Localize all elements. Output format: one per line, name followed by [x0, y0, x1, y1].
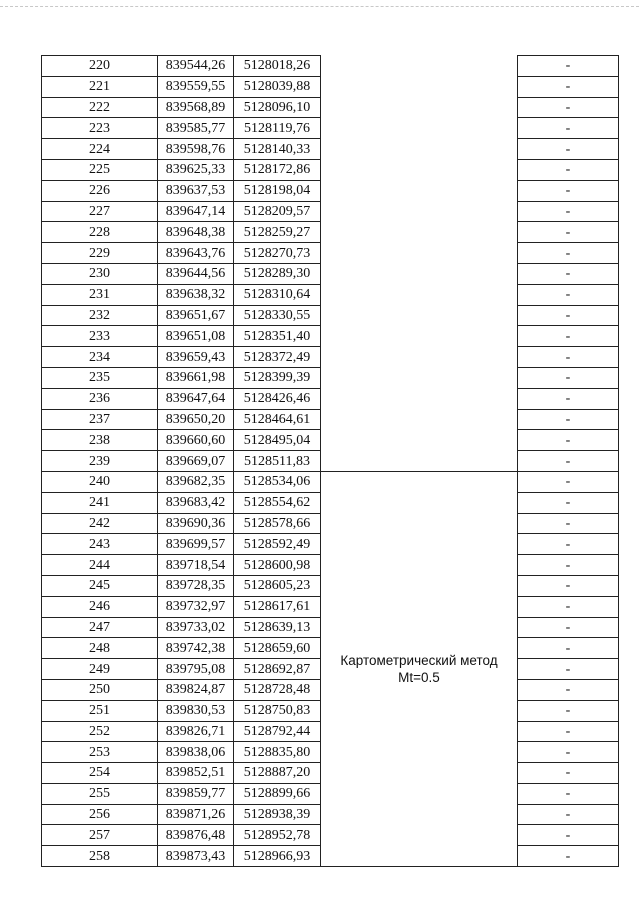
dash-cell: -: [518, 679, 619, 700]
y-coordinate-cell: 5128592,49: [234, 534, 321, 555]
dash-cell: -: [518, 534, 619, 555]
dash-cell: -: [518, 159, 619, 180]
y-coordinate-cell: 5128639,13: [234, 617, 321, 638]
point-number-cell: 244: [42, 555, 158, 576]
point-number-cell: 239: [42, 451, 158, 472]
point-number-cell: 234: [42, 347, 158, 368]
y-coordinate-cell: 5128372,49: [234, 347, 321, 368]
x-coordinate-cell: 839651,67: [158, 305, 234, 326]
y-coordinate-cell: 5128399,39: [234, 367, 321, 388]
x-coordinate-cell: 839544,26: [158, 56, 234, 77]
x-coordinate-cell: 839660,60: [158, 430, 234, 451]
dash-cell: -: [518, 284, 619, 305]
y-coordinate-cell: 5128750,83: [234, 700, 321, 721]
dash-cell: -: [518, 243, 619, 264]
coordinates-table: [41, 55, 619, 867]
coordinates-table-body: [42, 56, 619, 867]
dash-cell: -: [518, 451, 619, 472]
point-number-cell: 220: [42, 56, 158, 77]
x-coordinate-cell: 839830,53: [158, 700, 234, 721]
dash-cell: -: [518, 763, 619, 784]
y-coordinate-cell: 5128605,23: [234, 575, 321, 596]
dash-cell: -: [518, 659, 619, 680]
dash-cell: -: [518, 326, 619, 347]
dash-cell: -: [518, 201, 619, 222]
method-accuracy: Mt=0.5: [398, 670, 440, 685]
point-number-cell: 227: [42, 201, 158, 222]
y-coordinate-cell: 5128578,66: [234, 513, 321, 534]
x-coordinate-cell: 839644,56: [158, 263, 234, 284]
point-number-cell: 232: [42, 305, 158, 326]
y-coordinate-cell: 5128835,80: [234, 742, 321, 763]
dash-cell: -: [518, 263, 619, 284]
dash-cell: -: [518, 742, 619, 763]
dash-cell: -: [518, 617, 619, 638]
x-coordinate-cell: 839650,20: [158, 409, 234, 430]
dash-cell: -: [518, 555, 619, 576]
dash-cell: -: [518, 492, 619, 513]
y-coordinate-cell: 5128728,48: [234, 679, 321, 700]
dash-cell: -: [518, 347, 619, 368]
x-coordinate-cell: 839852,51: [158, 763, 234, 784]
y-coordinate-cell: 5128495,04: [234, 430, 321, 451]
x-coordinate-cell: 839871,26: [158, 804, 234, 825]
point-number-cell: 223: [42, 118, 158, 139]
dash-cell: -: [518, 783, 619, 804]
point-number-cell: 256: [42, 804, 158, 825]
point-number-cell: 255: [42, 783, 158, 804]
dash-cell: -: [518, 638, 619, 659]
x-coordinate-cell: 839559,55: [158, 76, 234, 97]
y-coordinate-cell: 5128554,62: [234, 492, 321, 513]
x-coordinate-cell: 839683,42: [158, 492, 234, 513]
y-coordinate-cell: 5128289,30: [234, 263, 321, 284]
dash-cell: -: [518, 513, 619, 534]
y-coordinate-cell: 5128351,40: [234, 326, 321, 347]
dash-cell: -: [518, 56, 619, 77]
point-number-cell: 238: [42, 430, 158, 451]
y-coordinate-cell: 5128270,73: [234, 243, 321, 264]
x-coordinate-cell: 839625,33: [158, 159, 234, 180]
dash-cell: -: [518, 825, 619, 846]
table-row: [42, 56, 619, 77]
point-number-cell: 226: [42, 180, 158, 201]
y-coordinate-cell: 5128600,98: [234, 555, 321, 576]
x-coordinate-cell: 839699,57: [158, 534, 234, 555]
x-coordinate-cell: 839728,35: [158, 575, 234, 596]
x-coordinate-cell: 839838,06: [158, 742, 234, 763]
point-number-cell: 229: [42, 243, 158, 264]
dash-cell: -: [518, 118, 619, 139]
x-coordinate-cell: 839643,76: [158, 243, 234, 264]
x-coordinate-cell: 839690,36: [158, 513, 234, 534]
y-coordinate-cell: 5128952,78: [234, 825, 321, 846]
y-coordinate-cell: 5128209,57: [234, 201, 321, 222]
x-coordinate-cell: 839718,54: [158, 555, 234, 576]
point-number-cell: 233: [42, 326, 158, 347]
x-coordinate-cell: 839598,76: [158, 139, 234, 160]
point-number-cell: 257: [42, 825, 158, 846]
dash-cell: -: [518, 575, 619, 596]
point-number-cell: 228: [42, 222, 158, 243]
point-number-cell: 236: [42, 388, 158, 409]
dash-cell: -: [518, 846, 619, 867]
point-number-cell: 235: [42, 367, 158, 388]
y-coordinate-cell: 5128018,26: [234, 56, 321, 77]
dash-cell: -: [518, 471, 619, 492]
method-name: Картометрический метод: [340, 653, 498, 668]
y-coordinate-cell: 5128966,93: [234, 846, 321, 867]
x-coordinate-cell: 839826,71: [158, 721, 234, 742]
y-coordinate-cell: 5128039,88: [234, 76, 321, 97]
point-number-cell: 224: [42, 139, 158, 160]
dash-cell: -: [518, 804, 619, 825]
dash-cell: -: [518, 409, 619, 430]
y-coordinate-cell: 5128426,46: [234, 388, 321, 409]
dash-cell: -: [518, 596, 619, 617]
dash-cell: -: [518, 222, 619, 243]
y-coordinate-cell: 5128534,06: [234, 471, 321, 492]
y-coordinate-cell: 5128096,10: [234, 97, 321, 118]
point-number-cell: 237: [42, 409, 158, 430]
x-coordinate-cell: 839568,89: [158, 97, 234, 118]
x-coordinate-cell: 839732,97: [158, 596, 234, 617]
scan-top-edge: [0, 6, 639, 8]
dash-cell: -: [518, 721, 619, 742]
dash-cell: -: [518, 180, 619, 201]
x-coordinate-cell: 839733,02: [158, 617, 234, 638]
x-coordinate-cell: 839873,43: [158, 846, 234, 867]
dash-cell: -: [518, 388, 619, 409]
point-number-cell: 253: [42, 742, 158, 763]
point-number-cell: 231: [42, 284, 158, 305]
point-number-cell: 241: [42, 492, 158, 513]
dash-cell: -: [518, 305, 619, 326]
x-coordinate-cell: 839859,77: [158, 783, 234, 804]
table-row: [42, 471, 619, 492]
x-coordinate-cell: 839637,53: [158, 180, 234, 201]
y-coordinate-cell: 5128659,60: [234, 638, 321, 659]
point-number-cell: 221: [42, 76, 158, 97]
y-coordinate-cell: 5128464,61: [234, 409, 321, 430]
x-coordinate-cell: 839585,77: [158, 118, 234, 139]
point-number-cell: 230: [42, 263, 158, 284]
y-coordinate-cell: 5128119,76: [234, 118, 321, 139]
y-coordinate-cell: 5128511,83: [234, 451, 321, 472]
point-number-cell: 247: [42, 617, 158, 638]
x-coordinate-cell: 839651,08: [158, 326, 234, 347]
x-coordinate-cell: 839647,14: [158, 201, 234, 222]
point-number-cell: 240: [42, 471, 158, 492]
point-number-cell: 248: [42, 638, 158, 659]
x-coordinate-cell: 839795,08: [158, 659, 234, 680]
y-coordinate-cell: 5128172,86: [234, 159, 321, 180]
y-coordinate-cell: 5128792,44: [234, 721, 321, 742]
point-number-cell: 250: [42, 679, 158, 700]
dash-cell: -: [518, 139, 619, 160]
method-cell: [321, 471, 518, 866]
y-coordinate-cell: 5128330,55: [234, 305, 321, 326]
x-coordinate-cell: 839638,32: [158, 284, 234, 305]
point-number-cell: 245: [42, 575, 158, 596]
dash-cell: -: [518, 97, 619, 118]
y-coordinate-cell: 5128899,66: [234, 783, 321, 804]
x-coordinate-cell: 839659,43: [158, 347, 234, 368]
dash-cell: -: [518, 367, 619, 388]
point-number-cell: 249: [42, 659, 158, 680]
y-coordinate-cell: 5128938,39: [234, 804, 321, 825]
dash-cell: -: [518, 76, 619, 97]
point-number-cell: 251: [42, 700, 158, 721]
point-number-cell: 242: [42, 513, 158, 534]
dash-cell: -: [518, 430, 619, 451]
y-coordinate-cell: 5128140,33: [234, 139, 321, 160]
point-number-cell: 254: [42, 763, 158, 784]
y-coordinate-cell: 5128198,04: [234, 180, 321, 201]
y-coordinate-cell: 5128310,64: [234, 284, 321, 305]
method-cell-empty: [321, 56, 518, 472]
point-number-cell: 222: [42, 97, 158, 118]
y-coordinate-cell: 5128617,61: [234, 596, 321, 617]
dash-cell: -: [518, 700, 619, 721]
y-coordinate-cell: 5128692,87: [234, 659, 321, 680]
y-coordinate-cell: 5128259,27: [234, 222, 321, 243]
point-number-cell: 252: [42, 721, 158, 742]
x-coordinate-cell: 839876,48: [158, 825, 234, 846]
x-coordinate-cell: 839669,07: [158, 451, 234, 472]
x-coordinate-cell: 839824,87: [158, 679, 234, 700]
point-number-cell: 225: [42, 159, 158, 180]
method-text: [321, 652, 517, 686]
x-coordinate-cell: 839661,98: [158, 367, 234, 388]
point-number-cell: 258: [42, 846, 158, 867]
point-number-cell: 246: [42, 596, 158, 617]
x-coordinate-cell: 839742,38: [158, 638, 234, 659]
x-coordinate-cell: 839682,35: [158, 471, 234, 492]
x-coordinate-cell: 839647,64: [158, 388, 234, 409]
y-coordinate-cell: 5128887,20: [234, 763, 321, 784]
x-coordinate-cell: 839648,38: [158, 222, 234, 243]
point-number-cell: 243: [42, 534, 158, 555]
